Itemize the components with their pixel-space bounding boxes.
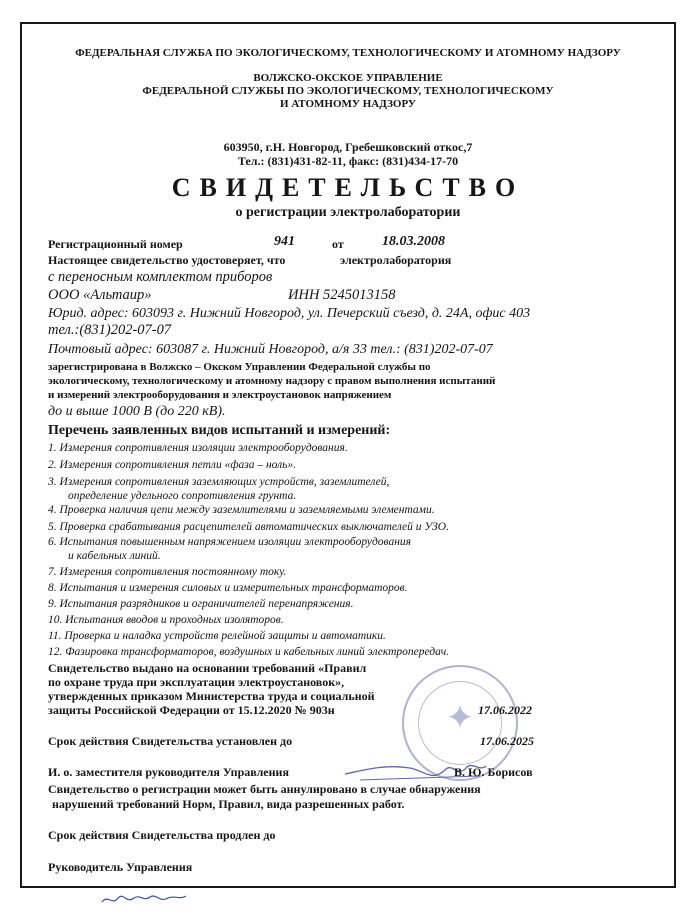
equipment-text: с переносным комплектом приборов <box>48 269 273 285</box>
list-item: 8. Испытания и измерения силовых и измерительных трансформаторов. <box>48 582 408 594</box>
department-line-3: И АТОМНОМУ НАДЗОРУ <box>280 98 416 110</box>
registration-date: 18.03.2008 <box>382 234 445 249</box>
annulment-line-1: Свидетельство о регистрации может быть аннулировано в случае обнаружения <box>48 782 481 796</box>
validity-label: Срок действия Свидетельства установлен до <box>48 734 293 748</box>
list-item: 11. Проверка и наладка устройств релейной защиты и автоматики. <box>48 630 386 642</box>
basis-line-4: защиты Российской Федерации от 15.12.2020 № 903н <box>48 703 335 717</box>
list-item: определение удельного сопротивления грунта. <box>68 490 297 502</box>
signatory-position: И. о. заместителя руководителя Управления <box>48 765 289 779</box>
list-item: 10. Испытания вводов и проходных изоляторов. <box>48 614 284 626</box>
list-item: 4. Проверка наличия цепи между заземлителями и заземляемыми элементами. <box>48 504 435 516</box>
department-line-2: ФЕДЕРАЛЬНОЙ СЛУЖБЫ ПО ЭКОЛОГИЧЕСКОМУ, ТЕХНОЛОГИЧЕСКОМУ <box>142 85 554 97</box>
list-item: 6. Испытания повышенным напряжением изоляции электрооборудования <box>48 536 412 548</box>
eagle-emblem-icon: ✦ <box>445 700 475 737</box>
legal-phone: тел.:(831)202-07-07 <box>48 322 172 338</box>
tests-heading: Перечень заявленных видов испытаний и измерений: <box>48 423 391 438</box>
list-item: 7. Измерения сопротивления постоянному току. <box>48 566 287 578</box>
annulment-line-2: нарушений требований Норм, Правил, вида разрешенных работ. <box>52 797 405 811</box>
list-item: 3. Измерения сопротивления заземляющих устройств, заземлителей, <box>48 476 390 488</box>
list-item: и кабельных линий. <box>68 550 161 562</box>
registered-line-3: и измерений электрооборудования и электроустановок напряжением <box>48 389 392 401</box>
certifies-text: Настоящее свидетельство удостоверяет, что <box>48 253 286 267</box>
header-phone: Тел.: (831)431-82-11, факс: (831)434-17-70 <box>237 154 459 168</box>
agency-name: ФЕДЕРАЛЬНАЯ СЛУЖБА ПО ЭКОЛОГИЧЕСКОМУ, ТЕХНОЛОГИЧЕСКОМУ И АТОМНОМУ НАДЗОРУ <box>75 47 621 59</box>
handwritten-signature <box>98 888 188 910</box>
extension-label: Срок действия Свидетельства продлен до <box>48 828 276 842</box>
list-item: 9. Испытания разрядников и ограничителей перенапряжения. <box>48 598 354 610</box>
validity-date: 17.06.2025 <box>480 734 534 748</box>
registration-label: Регистрационный номер <box>48 237 183 251</box>
basis-date: 17.06.2022 <box>478 703 532 717</box>
postal-address: Почтовый адрес: 603087 г. Нижний Новгород, а/я 33 тел.: (831)202-07-07 <box>48 342 493 357</box>
header-address: 603950, г.Н. Новгород, Гребешковский откос,7 <box>223 140 473 154</box>
basis-line-2: по охране труда при эксплуатации электроустановок», <box>48 675 345 689</box>
registered-line-2: экологическому, технологическому и атомному надзору с правом выполнения испытаний <box>48 375 496 387</box>
lab-type: электролаборатория <box>340 253 452 267</box>
page-title: СВИДЕТЕЛЬСТВО <box>171 173 525 202</box>
registration-from: от <box>332 237 344 251</box>
list-item: 5. Проверка срабатывания расцепителей автоматических выключателей и УЗО. <box>48 521 449 533</box>
basis-line-1: Свидетельство выдано на основании требований «Правил <box>48 661 367 675</box>
page-subtitle: о регистрации электролаборатории <box>235 205 461 220</box>
basis-line-3: утвержденных приказом Министерства труда и социальной <box>48 689 375 703</box>
legal-address: Юрид. адрес: 603093 г. Нижний Новгород, ул. Печерский съезд, д. 24А, офис 403 <box>48 306 531 321</box>
head-label: Руководитель Управления <box>48 860 193 874</box>
registration-number: 941 <box>274 234 295 249</box>
voltage-text: до и выше 1000 В (до 220 кВ). <box>48 404 226 419</box>
list-item: 1. Измерения сопротивления изоляции электрооборудования. <box>48 442 348 454</box>
department-line-1: ВОЛЖСКО-ОКСКОЕ УПРАВЛЕНИЕ <box>253 72 443 84</box>
organization-name: ООО «Альтаир» <box>48 287 152 303</box>
registered-line-1: зарегистрирована в Волжско – Окском Управлении Федеральной службы по <box>48 361 431 373</box>
list-item: 2. Измерения сопротивления петли «фаза – ноль». <box>48 459 297 471</box>
signatory-name: В. Ю. Борисов <box>454 765 533 779</box>
organization-inn: ИНН 5245013158 <box>288 287 396 303</box>
list-item: 12. Фазировка трансформаторов, воздушных и кабельных линий электропередач. <box>48 646 450 658</box>
